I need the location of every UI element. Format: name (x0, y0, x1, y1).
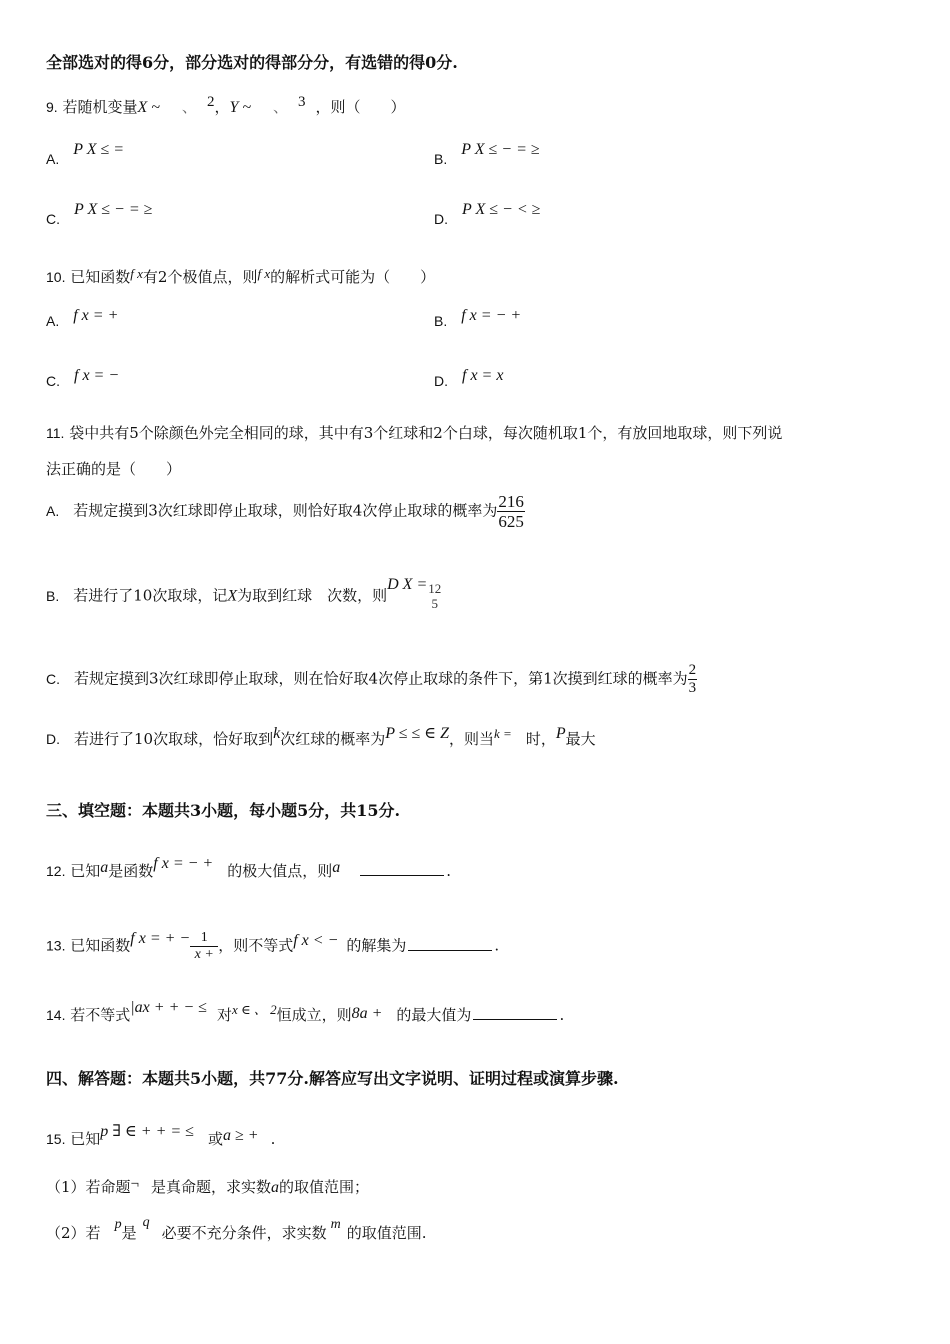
math-expr: f x (130, 266, 143, 281)
part-label: （2） (46, 1224, 86, 1242)
fraction-denominator: 3 (688, 680, 697, 696)
question-text: 的取值范围. (346, 1224, 427, 1242)
math-expr: P X ≤ − = ≥ (461, 141, 540, 158)
q11-option-c (46, 662, 697, 697)
math-expr: X (227, 587, 238, 605)
q11-option-d (46, 725, 596, 749)
answer-blank[interactable] (473, 1005, 557, 1020)
fraction-numerator: 216 (498, 492, 524, 511)
math-expr: 、 (273, 100, 289, 116)
question-text: 是真命题，求实数 (151, 1178, 272, 1196)
math-expr: k (273, 725, 281, 742)
question-number: 14. (46, 1007, 66, 1023)
fraction-denominator: 625 (498, 512, 524, 531)
option-label: D. (46, 731, 60, 747)
question-text: 已知函数 (70, 936, 131, 955)
q9-option-d (434, 201, 541, 229)
question-number: 11. (46, 425, 65, 441)
option-text: 若进行了10次取球，恰好取到 (74, 730, 274, 748)
q10-option-b (434, 307, 522, 331)
section-2-scoring-note: 全部选对的得6分，部分选对的得部分分，有选错的得0分. (46, 53, 458, 72)
question-13 (46, 930, 499, 963)
option-label: A. (46, 313, 60, 329)
option-text: 最大 (565, 730, 596, 748)
question-number: 10. (46, 269, 66, 285)
section-4-heading: 四、解答题：本题共5小题，共77分.解答应写出文字说明、证明过程或演算步骤. (46, 1069, 619, 1088)
math-expr: f x (257, 266, 271, 281)
math-expr: m (330, 1217, 341, 1232)
question-text: 的解集为 (346, 936, 407, 955)
question-15-part-1 (46, 1176, 369, 1197)
fraction-numerator: 12 (428, 581, 442, 596)
question-text: 是 (121, 1224, 137, 1242)
math-expr: P (555, 725, 566, 742)
option-text: 若进行了10次取球，记 (73, 586, 228, 605)
question-number: 9. (46, 99, 58, 115)
question-11-line2: 法正确的是（ ） (46, 460, 182, 478)
math-expr: a (332, 859, 341, 876)
fraction-denominator: x + (194, 947, 214, 962)
question-14 (46, 999, 565, 1025)
question-text: 袋中共有5个除颜色外完全相同的球，其中有3个红球和2个白球，每次随机取1个，有放回地取球，则下列说 (69, 424, 783, 442)
option-label: D. (434, 211, 448, 227)
math-expr: p ∃ ∈ + + = ≤ (100, 1123, 194, 1140)
question-text: 或 (207, 1130, 223, 1148)
option-label: C. (46, 373, 60, 389)
math-expr: 8a + (351, 1005, 383, 1022)
part-label: （1） (46, 1178, 86, 1196)
option-label: B. (46, 587, 60, 604)
math-expr: k = (494, 726, 512, 741)
question-text: 若不等式 (70, 1006, 131, 1024)
math-expr: f x = − (74, 367, 120, 384)
question-text: 已知 (70, 1130, 101, 1148)
question-text: 若随机变量 (62, 98, 138, 116)
question-text: 是函数 (108, 862, 154, 880)
question-text: 有2个极值点，则 (142, 268, 258, 286)
question-text: . (270, 1130, 276, 1148)
option-text: ，则当 (449, 730, 495, 748)
math-expr: Y ~ (229, 99, 252, 116)
math-expr: P X ≤ = (73, 141, 125, 158)
question-number: 15. (46, 1131, 66, 1147)
question-text: 的解析式可能为（ ） (270, 268, 436, 286)
question-11-line1 (46, 422, 782, 443)
math-expr: 3 (298, 94, 306, 110)
question-text: . (446, 862, 452, 880)
fraction (497, 492, 525, 531)
question-12 (46, 855, 452, 881)
math-expr: D X = (387, 575, 428, 593)
answer-blank[interactable] (408, 936, 492, 951)
q10-option-c (46, 367, 120, 391)
question-number: 12. (46, 863, 66, 879)
fraction (427, 582, 442, 611)
math-expr: ¬ (130, 1176, 140, 1192)
question-text: 若 (85, 1224, 101, 1242)
math-expr: |ax + + − ≤ (130, 999, 207, 1016)
option-label: B. (434, 151, 448, 167)
option-label: C. (46, 670, 60, 687)
math-expr: P X ≤ − < ≥ (462, 201, 541, 218)
question-10 (46, 266, 435, 287)
option-label: C. (46, 211, 60, 227)
question-text: 已知 (70, 862, 101, 880)
fraction-denominator: 5 (431, 596, 438, 611)
question-text: . (494, 936, 500, 955)
option-text: 为取到红球 次数，则 (237, 586, 388, 605)
math-expr: 2 (206, 94, 215, 110)
option-text: 时， (525, 730, 556, 748)
option-label: B. (434, 313, 448, 329)
section-3-heading: 三、填空题：本题共3小题，每小题5分，共15分. (46, 801, 401, 820)
question-text: ，则（ ） (315, 98, 406, 116)
q10-option-a (46, 307, 119, 331)
math-expr: a (271, 1179, 280, 1196)
math-expr: q (142, 1215, 150, 1230)
answer-blank[interactable] (360, 861, 444, 876)
q11-option-a (46, 492, 525, 531)
math-expr: a ≥ + (222, 1127, 259, 1144)
question-text: 的取值范围； (279, 1178, 370, 1196)
option-text: 若规定摸到3次红球即停止取球，则恰好取4次停止取球的概率为 (73, 501, 498, 520)
question-9 (46, 96, 406, 117)
math-expr: f x = + − (130, 929, 191, 947)
q9-option-c (46, 201, 153, 229)
option-label: A. (46, 151, 60, 167)
q10-option-d (434, 367, 504, 391)
fraction-numerator: 1 (190, 930, 218, 947)
option-text: 若规定摸到3次红球即停止取球，则在恰好取4次停止取球的条件下，第1次摸到红球的概率为 (74, 669, 688, 688)
question-text: 恒成立，则 (276, 1006, 352, 1024)
math-expr: f x = − + (153, 855, 214, 872)
question-15 (46, 1123, 276, 1149)
fraction-numerator: 2 (688, 662, 697, 678)
math-expr: ， (214, 100, 230, 116)
question-text: 的极大值点，则 (227, 862, 333, 880)
question-text: 对 (216, 1006, 232, 1024)
math-expr: p (114, 1217, 122, 1232)
q9-option-b (434, 141, 540, 169)
math-expr: f x = + (73, 307, 119, 324)
math-expr: f x = − + (461, 307, 522, 324)
option-text: 次红球的概率为 (280, 730, 386, 748)
question-15-part-2 (46, 1215, 427, 1243)
math-expr: P ≤ ≤ ∈ Z (385, 725, 450, 742)
math-expr: f x = x (462, 367, 504, 384)
math-expr: x ∈ 、 2 (231, 1002, 277, 1017)
math-expr: a (100, 859, 109, 876)
question-number: 13. (46, 937, 66, 954)
question-text: 的最大值为 (396, 1006, 472, 1024)
question-text: 若命题 (85, 1178, 131, 1196)
question-text: 必要不充分条件，求实数 (161, 1224, 327, 1242)
math-expr: f x < − (293, 931, 339, 949)
math-expr: P X ≤ − = ≥ (74, 201, 153, 218)
q9-option-a (46, 141, 125, 169)
question-text: 已知函数 (70, 268, 131, 286)
question-text: ，则不等式 (218, 936, 294, 955)
option-label: A. (46, 502, 60, 519)
fraction (688, 662, 698, 697)
question-text: . (559, 1006, 565, 1024)
math-expr: 、 (181, 100, 197, 116)
option-label: D. (434, 373, 448, 389)
fraction (190, 930, 218, 963)
q11-option-b (46, 575, 442, 611)
math-expr: X ~ (137, 99, 160, 116)
